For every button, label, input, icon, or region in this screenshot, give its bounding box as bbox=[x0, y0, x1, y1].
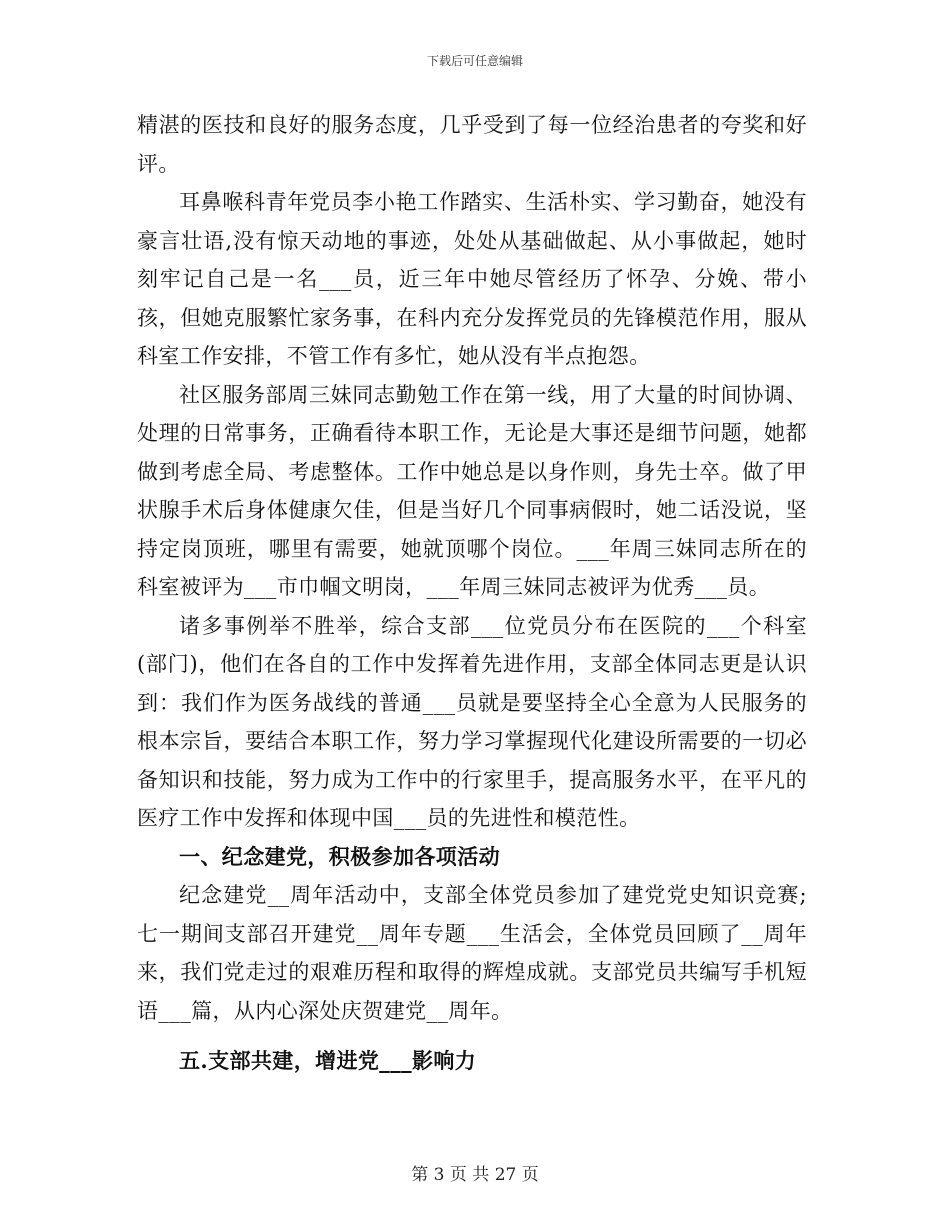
page-number-footer: 第 3 页 共 27 页 bbox=[411, 1165, 539, 1185]
section-heading-one: 一、纪念建党，积极参加各项活动 bbox=[179, 843, 500, 869]
document-body bbox=[137, 106, 807, 1081]
paragraph-li-xiaoyan: 耳鼻喉科青年党员李小艳工作踏实、生活朴实、学习勤奋，她没有豪言壮语,没有惊天动地的事迹，处处从基础做起、从小事做起，她时刻牢记自己是一名___员，近三年中她尽管经历了怀孕、分娩、带小孩，但她克服繁忙家务事，在科内充分发挥党员的先锋模范作用，服从科室工作安排，不管工作有多忙，她从没有半点抱怨。 bbox=[137, 190, 807, 368]
paragraph-zhou-sanmei: 社区服务部周三妹同志勤勉工作在第一线，用了大量的时间协调、处理的日常事务，正确看待本职工作，无论是大事还是细节问题，她都做到考虑全局、考虑整体。工作中她总是以身作则，身先士卒。做了甲状腺手术后身体健康欠佳，但是当好几个同事病假时，她二话没说，坚持定岗顶班，哪里有需要，她就顶哪个岗位。___年周三妹同志所在的科室被评为___市巾帼文明岗，___年周三妹同志被评为优秀___员。 bbox=[137, 382, 807, 599]
paragraph-anniversary: 纪念建党__周年活动中，支部全体党员参加了建党党史知识竞赛;七一期间支部召开建党__周年专题___生活会，全体党员回顾了__周年来，我们党走过的艰难历程和取得的辉煌成就。支部党员共编写手机短语___篇，从内心深处庆贺建党__周年。 bbox=[137, 883, 807, 1023]
paragraph-summary: 诸多事例举不胜举，综合支部___位党员分布在医院的___个科室(部门)，他们在各自的工作中发挥着先进作用，支部全体同志更是认识到：我们作为医务战线的普通___员就是要坚持全心全意为人民服务的根本宗旨，要结合本职工作，努力学习掌握现代化建设所需要的一切必备知识和技能，努力成为工作中的行家里手，提高服务水平，在平凡的医疗工作中发挥和体现中国___员的先进性和模范性。 bbox=[137, 613, 807, 830]
paragraph-continuation: 精湛的医技和良好的服务态度，几乎受到了每一位经治患者的夸奖和好评。 bbox=[137, 113, 807, 176]
page-header-note: 下载后可任意编辑 bbox=[426, 54, 523, 68]
section-heading-five: 五.支部共建，增进党___影响力 bbox=[179, 1048, 477, 1073]
